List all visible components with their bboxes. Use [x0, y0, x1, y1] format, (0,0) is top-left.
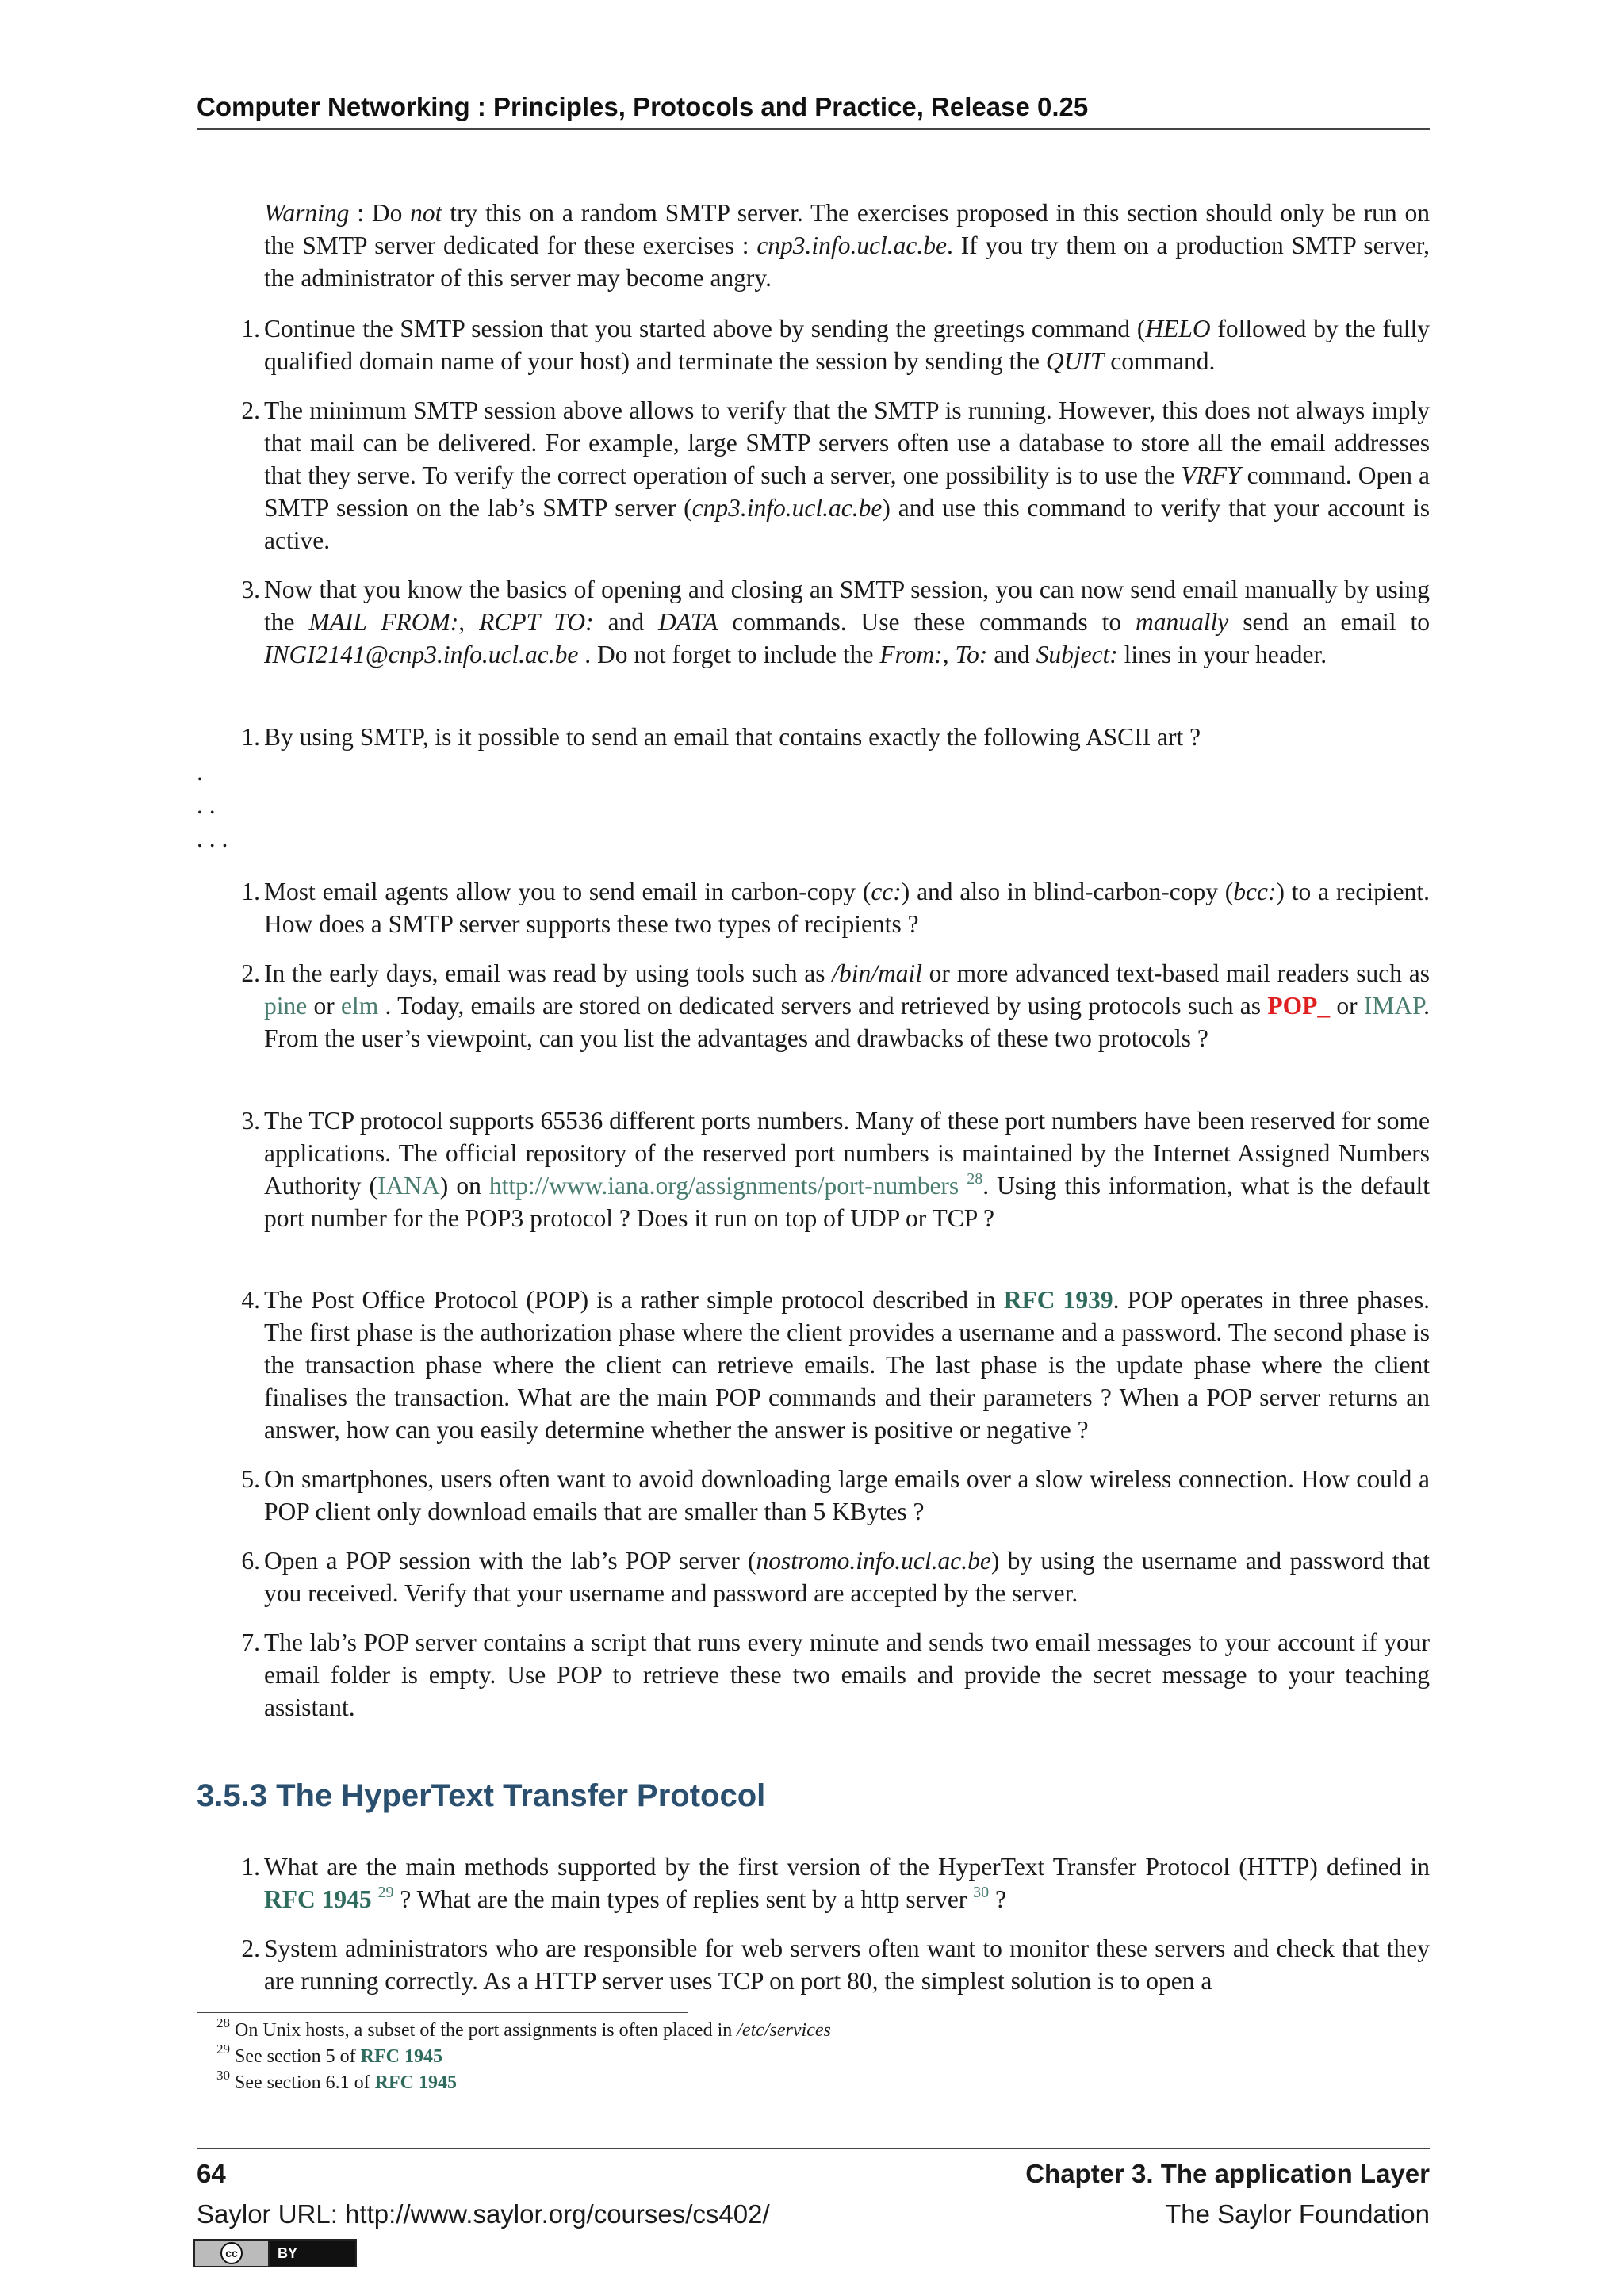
warning-text: . If you try them on a production SMTP server, the administrator of this server may become angry. [264, 232, 1430, 292]
item-number: 6. [241, 1547, 260, 1575]
by-label: BY [270, 2241, 355, 2266]
item-text [264, 957, 1430, 1054]
text: , [942, 641, 956, 668]
item-text [264, 312, 1430, 377]
bin-mail-path: /bin/mail [832, 959, 922, 987]
text: . Do not forget to include the [578, 641, 880, 668]
saylor-foundation: The Saylor Foundation [1165, 2199, 1430, 2229]
text: . POP operates in three phases. The first phase is the authorization phase where the client provides a username and a password. The second phase is the transaction phase where the client can retrieve emails. The last phase is the update phase where the client finalises the transaction. What are the main POP commands and their parameters ? When a POP server returns an answer, how can you easily determine whether the answer is positive or negative ? [264, 1286, 1431, 1444]
from-header: From: [879, 641, 943, 668]
text: On Unix hosts, a subset of the port assignments is often placed in [235, 2020, 737, 2041]
item-number: 2. [241, 959, 260, 987]
bcc-field: bcc: [1233, 878, 1277, 905]
text: and [987, 641, 1036, 668]
item-number: 2. [241, 1934, 260, 1962]
header-rule [197, 128, 1430, 130]
text: send an email to [1228, 608, 1430, 636]
text: The Post Office Protocol (POP) is a rather simple protocol described in [264, 1286, 1004, 1314]
item-number: 5. [241, 1465, 260, 1493]
item-text: The lab’s POP server contains a script that runs every minute and sends two email messages to your account if your email folder is empty. Use POP to retrieve these two emails and provide the secret message to your teaching assistant. [264, 1628, 1430, 1721]
text: Most email agents allow you to send email in carbon-copy ( [264, 878, 871, 905]
item-text [264, 1284, 1430, 1446]
footnote-30 [216, 2070, 457, 2095]
text: command. [1104, 347, 1216, 375]
text: . Today, emails are stored on dedicated servers and retrieved by using protocols such as [378, 992, 1268, 1020]
emphasis: manually [1136, 608, 1229, 636]
warning-label: Warning [264, 199, 350, 227]
rcpt-to-command: RCPT TO: [479, 608, 594, 636]
footer-rule [197, 2148, 1430, 2149]
text: ? [989, 1885, 1007, 1913]
saylor-url: Saylor URL: http://www.saylor.org/courses/cs402/ [197, 2199, 770, 2229]
chapter-title: Chapter 3. The application Layer [1025, 2159, 1430, 2188]
item-number: 1. [241, 723, 260, 751]
text: See section 5 of [235, 2046, 361, 2067]
item-number: 4. [241, 1286, 260, 1314]
ascii-art-line: . . [197, 791, 216, 819]
footnote-number: 28 [216, 2015, 230, 2030]
text: ) and also in blind-carbon-copy ( [901, 878, 1234, 905]
text: ) and use this command to verify that your account is active. [264, 494, 1430, 554]
footnote-29 [216, 2044, 442, 2069]
quit-command: QUIT [1045, 347, 1105, 375]
item-number: 1. [241, 315, 260, 342]
text: and [593, 608, 659, 636]
text: ) to a recipient. How does a SMTP server supports these two types of recipients ? [264, 878, 1430, 938]
iana-link[interactable]: IANA [377, 1172, 440, 1200]
text: Continue the SMTP session that you started above by sending the greetings command ( [264, 315, 1146, 342]
pop-reference: POP_ [1267, 992, 1331, 1020]
text: ) by using the username and password that you received. Verify that your username and password are accepted by the server. [264, 1547, 1430, 1607]
item-text: On smartphones, users often want to avoid downloading large emails over a slow wireless connection. How could a POP client only download emails that are smaller than 5 KBytes ? [264, 1465, 1430, 1525]
text: ? What are the main types of replies sent by a http server [393, 1885, 974, 1913]
running-header-title: Computer Networking : Principles, Protocols and Practice, Release 0.25 [197, 92, 1089, 121]
smtp-host: cnp3.info.ucl.ac.be [691, 494, 883, 522]
rfc-1945-link[interactable]: RFC 1945 [374, 2072, 457, 2093]
text: . From the user’s viewpoint, can you list the advantages and drawbacks of these two protocols ? [264, 992, 1431, 1052]
footnote-28 [216, 2015, 831, 2043]
to-header: To: [955, 641, 988, 668]
item-text: System administrators who are responsible for web servers often want to monitor these servers and check that they are running correctly. As a HTTP server uses TCP on port 80, the simplest solution is to open a [264, 1934, 1430, 1995]
warning-paragraph [264, 197, 1430, 294]
text: or [1330, 992, 1364, 1020]
item-text [264, 875, 1430, 940]
cc-badge-left [195, 2241, 270, 2266]
footnote-number: 29 [216, 2042, 230, 2057]
item-text [264, 573, 1430, 671]
text: , [458, 608, 480, 636]
helo-command: HELO [1145, 315, 1211, 342]
pop-host: nostromo.info.ucl.ac.be [756, 1547, 991, 1575]
iana-url-link[interactable]: http://www.iana.org/assignments/port-numbers [488, 1172, 959, 1200]
subject-header: Subject: [1036, 641, 1118, 668]
page-number: 64 [197, 2159, 226, 2188]
text: In the early days, email was read by using tools such as [264, 959, 833, 987]
cc-field: cc: [871, 878, 902, 905]
warning-emphasis: not [410, 199, 442, 227]
text: Now that you know the basics of opening and closing an SMTP session, you can now send email manually by using the [264, 576, 1430, 636]
text: What are the main methods supported by the first version of the HyperText Transfer Protocol (HTTP) defined in [264, 1853, 1430, 1881]
text: ) on [439, 1172, 489, 1200]
vrfy-command: VRFY [1181, 461, 1241, 489]
elm-link[interactable]: elm [341, 992, 379, 1020]
text: See section 6.1 of [235, 2072, 375, 2093]
item-number: 7. [241, 1628, 260, 1656]
text: commands. Use these commands to [718, 608, 1136, 636]
smtp-host: cnp3.info.ucl.ac.be [756, 232, 948, 259]
rfc-1945-link[interactable]: RFC 1945 [264, 1885, 372, 1913]
text: or [307, 992, 342, 1020]
item-text [264, 394, 1430, 557]
item-text [264, 1850, 1430, 1915]
email-address: INGI2141@cnp3.info.ucl.ac.be [264, 641, 579, 668]
data-command: DATA [658, 608, 718, 636]
cc-icon: cc [220, 2242, 243, 2264]
warning-text: try this on a random SMTP server. The exercises proposed in this section should only be run on the SMTP server dedicated for these exercises : [264, 199, 1430, 259]
ascii-art-line: . . . [197, 825, 228, 852]
cc-by-license-badge [193, 2239, 357, 2267]
footnote-ref-28[interactable]: 28 [967, 1169, 983, 1188]
text: The TCP protocol supports 65536 different ports numbers. Many of these port numbers have been reserved for some applications. The official repository of the reserved port numbers is maintained by the Internet Assigned Numbers Authority ( [264, 1107, 1430, 1200]
text: The minimum SMTP session above allows to verify that the SMTP is running. However, this does not always imply that mail can be delivered. For example, large SMTP servers often use a database to store all the email addresses that they serve. To verify the correct operation of such a server, one possibility is to use the [264, 396, 1430, 489]
item-number: 1. [241, 878, 260, 905]
item-text [264, 1544, 1430, 1609]
pine-link[interactable]: pine [264, 992, 308, 1020]
text: or more advanced text-based mail readers such as [921, 959, 1431, 987]
section-heading: 3.5.3 The HyperText Transfer Protocol [197, 1778, 766, 1813]
ascii-art-line: . [197, 758, 203, 786]
item-text [264, 1104, 1430, 1234]
footnote-rule [197, 2012, 688, 2013]
item-number: 1. [241, 1853, 260, 1881]
item-number: 2. [241, 396, 260, 424]
rfc-1945-link[interactable]: RFC 1945 [360, 2046, 442, 2067]
text: command. Open a SMTP session on the lab’s SMTP server ( [264, 461, 1430, 522]
text: lines in your header. [1117, 641, 1327, 668]
warning-text: : Do [349, 199, 411, 227]
text: . Using this information, what is the default port number for the POP3 protocol ? Does it run on top of UDP or TCP ? [264, 1172, 1431, 1232]
item-number: 3. [241, 1107, 260, 1135]
item-text: By using SMTP, is it possible to send an email that contains exactly the following ASCII art ? [264, 723, 1201, 751]
mail-from-command: MAIL FROM: [308, 608, 459, 636]
item-number: 3. [241, 576, 260, 603]
footnote-ref-29[interactable]: 29 [377, 1883, 394, 1901]
text: Open a POP session with the lab’s POP server ( [264, 1547, 756, 1575]
etc-services-path: /etc/services [737, 2020, 831, 2041]
rfc-1939-link[interactable]: RFC 1939 [1003, 1286, 1113, 1314]
footnote-number: 30 [216, 2068, 230, 2083]
text: followed by the fully qualified domain name of your host) and terminate the session by sending the [264, 315, 1430, 375]
footnote-ref-30[interactable]: 30 [973, 1883, 990, 1901]
imap-link[interactable]: IMAP [1363, 992, 1424, 1020]
